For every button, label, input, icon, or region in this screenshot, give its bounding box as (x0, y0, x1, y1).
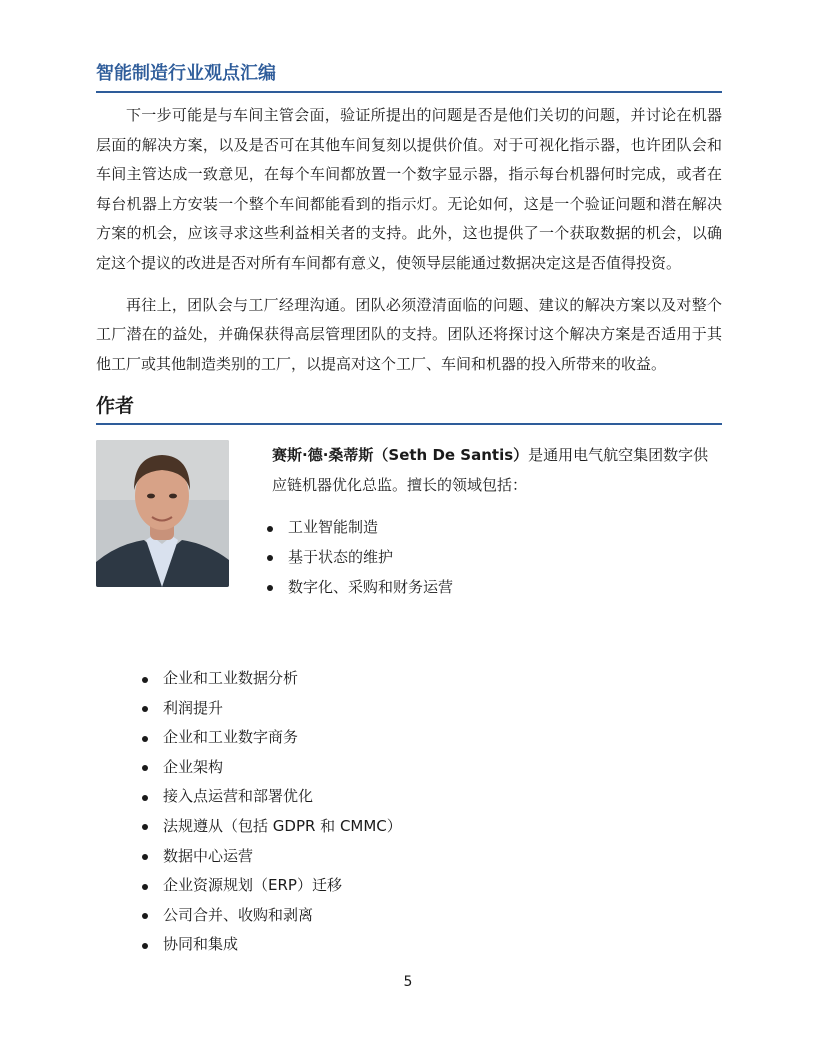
list-item: 企业资源规划（ERP）迁移 (163, 871, 723, 901)
skills-list (163, 664, 723, 960)
list-item: 公司合并、收购和剥离 (163, 901, 723, 931)
author-bio-text: 是通用电气航空集团数字供应链机器优化总监。擅长的领域包括： (272, 446, 709, 495)
list-item: 企业和工业数据分析 (163, 664, 723, 694)
page-number: 5 (403, 974, 413, 990)
list-item: 企业架构 (163, 753, 723, 783)
author-bio (272, 440, 722, 500)
author-block (96, 440, 722, 596)
list-item: 利润提升 (163, 694, 723, 724)
author-photo (96, 440, 229, 587)
header-title: 智能制造行业观点汇编 (96, 60, 722, 93)
body-paragraph-2: 再往上，团队会与工厂经理沟通。团队必须澄清面临的问题、建议的解决方案以及对整个工厂潜在的益处，并确保获得高层管理团队的支持。团队还将探讨这个解决方案是否适用于其他工厂或其他制造类别的工厂，以提高对这个工厂、车间和机器的投入所带来的收益。 (96, 295, 722, 373)
page-content (96, 60, 722, 596)
body-paragraph-1: 下一步可能是与车间主管会面，验证所提出的问题是否是他们关切的问题，并讨论在机器层面的解决方案，以及是否可在其他车间复刻以提供价值。对于可视化指示器，也许团队会和车间主管达成一致意见，在每个车间都放置一个数字显示器，指示每台机器何时完成，或者在每台机器上方安装一个整个车间都能看到的指示灯。无论如何，这是一个验证问题和潜在解决方案的机会，应该寻求这些利益相关者的支持。此外，这也提供了一个获取数据的机会，以确定这个提议的改进是否对所有车间都有意义，使领导层能通过数据决定这是否值得投资。 (96, 106, 722, 272)
author-name: 赛斯·德·桑蒂斯（Seth De Santis） (272, 446, 529, 465)
list-item: 法规遵从（包括 GDPR 和 CMMC） (163, 812, 723, 842)
portrait-image (96, 440, 229, 587)
list-item: 数据中心运营 (163, 842, 723, 872)
skills-list-inline (288, 513, 718, 602)
list-item: 基于状态的维护 (288, 543, 718, 573)
list-item: 企业和工业数字商务 (163, 723, 723, 753)
list-item: 数字化、采购和财务运营 (288, 573, 718, 603)
author-heading: 作者 (96, 393, 722, 425)
list-item: 接入点运营和部署优化 (163, 782, 723, 812)
list-item: 工业智能制造 (288, 513, 718, 543)
list-item: 协同和集成 (163, 930, 723, 960)
